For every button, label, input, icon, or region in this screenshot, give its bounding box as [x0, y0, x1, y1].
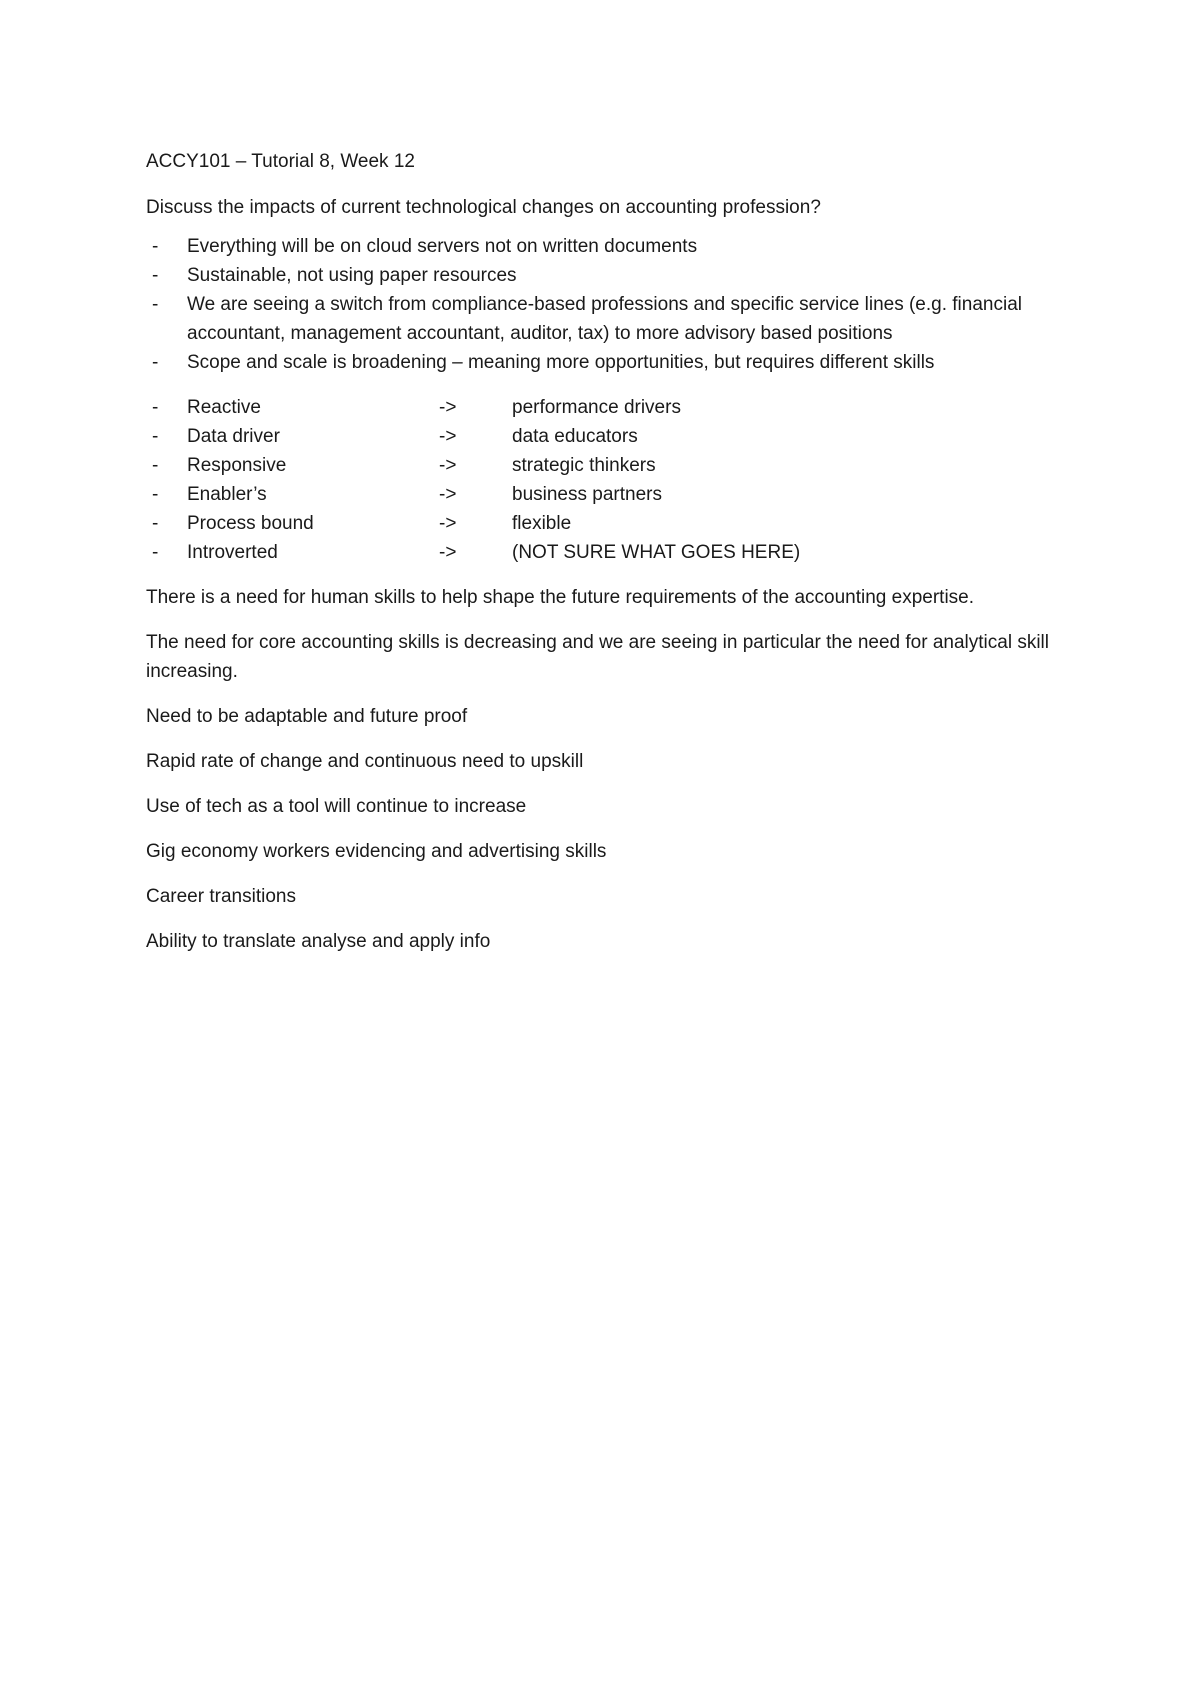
mapping-row — [146, 480, 1076, 509]
bullet-text: We are seeing a switch from compliance-based professions and specific service lines (e.g. financial accountant, management accountant, auditor, tax) to more advisory based positions — [187, 294, 1022, 344]
bullet-dash: - — [152, 542, 159, 563]
paragraph: Career transitions — [146, 886, 296, 907]
bullet-dash: - — [152, 294, 159, 315]
document-title: ACCY101 – Tutorial 8, Week 12 — [146, 151, 415, 172]
mapping-to: business partners — [512, 484, 662, 505]
paragraph: Need to be adaptable and future proof — [146, 706, 468, 727]
mapping-arrow: -> — [439, 397, 457, 418]
mapping-arrow: -> — [439, 542, 457, 563]
bullet-text: Everything will be on cloud servers not on written documents — [187, 236, 698, 257]
bullet-dash: - — [152, 513, 159, 534]
bullet-dash: - — [152, 426, 159, 447]
mapping-row — [146, 393, 1076, 422]
mapping-row — [146, 509, 1076, 538]
mapping-row — [146, 451, 1076, 480]
paragraph: The need for core accounting skills is decreasing and we are seeing in particular the need for analytical skill increasing. — [146, 632, 1049, 682]
role-shift-list — [146, 393, 1076, 567]
question-text: Discuss the impacts of current technological changes on accounting profession? — [146, 197, 821, 218]
mapping-row — [146, 538, 1076, 567]
bullet-dash: - — [152, 265, 159, 286]
list-item — [146, 232, 1076, 261]
mapping-to: strategic thinkers — [512, 455, 656, 476]
mapping-row — [146, 422, 1076, 451]
mapping-from: Data driver — [187, 426, 280, 447]
paragraph: There is a need for human skills to help shape the future requirements of the accounting expertise. — [146, 587, 975, 608]
mapping-from: Responsive — [187, 455, 287, 476]
mapping-to: (NOT SURE WHAT GOES HERE) — [512, 542, 801, 563]
mapping-from: Enabler’s — [187, 484, 267, 505]
bullet-list — [146, 232, 1076, 377]
paragraph: Gig economy workers evidencing and advertising skills — [146, 841, 607, 862]
mapping-arrow: -> — [439, 426, 457, 447]
mapping-from: Introverted — [187, 542, 278, 563]
mapping-to: flexible — [512, 513, 572, 534]
paragraph: Use of tech as a tool will continue to increase — [146, 796, 527, 817]
list-item — [146, 261, 1076, 290]
mapping-arrow: -> — [439, 484, 457, 505]
bullet-dash: - — [152, 397, 159, 418]
mapping-from: Process bound — [187, 513, 314, 534]
mapping-to: performance drivers — [512, 397, 681, 418]
bullet-dash: - — [152, 455, 159, 476]
bullet-text: Scope and scale is broadening – meaning more opportunities, but requires different skills — [187, 352, 935, 373]
mapping-arrow: -> — [439, 455, 457, 476]
list-item — [146, 348, 1076, 377]
bullet-dash: - — [152, 352, 159, 373]
mapping-arrow: -> — [439, 513, 457, 534]
mapping-to: data educators — [512, 426, 638, 447]
paragraph: Ability to translate analyse and apply info — [146, 931, 491, 952]
bullet-text: Sustainable, not using paper resources — [187, 265, 517, 286]
paragraph: Rapid rate of change and continuous need to upskill — [146, 751, 584, 772]
document-body — [146, 147, 1076, 972]
mapping-from: Reactive — [187, 397, 261, 418]
bullet-dash: - — [152, 236, 159, 257]
bullet-dash: - — [152, 484, 159, 505]
list-item — [146, 290, 1076, 348]
